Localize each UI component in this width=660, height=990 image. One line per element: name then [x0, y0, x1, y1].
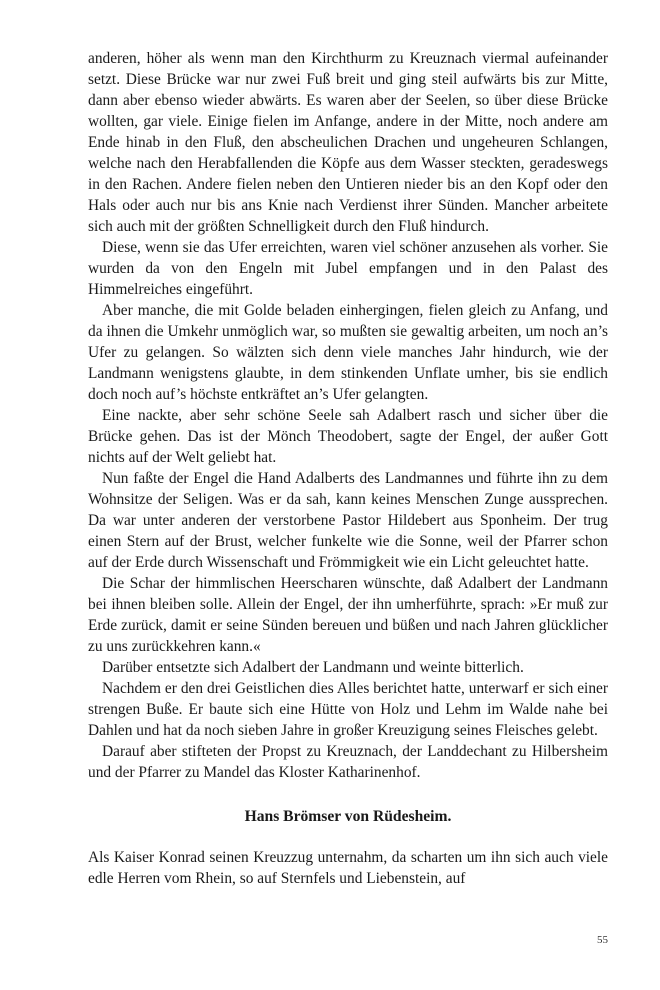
- paragraph-monastery: Darauf aber stifteten der Propst zu Kreuznach, der Landdechant zu Hilbersheim und der Pfarrer zu Mandel das Kloster Katharinenhof.: [88, 743, 608, 781]
- paragraph-crusade: Als Kaiser Konrad seinen Kreuzzug unternahm, da scharten um ihn sich auch viele edle Herren vom Rhein, so auf Sternfels und Liebenstein, auf: [88, 849, 608, 887]
- paragraph-shore-reached: Diese, wenn sie das Ufer erreichten, waren viel schöner anzusehen als vorher. Sie wurden da von den Engeln mit Jubel empfangen und in den Palast des Himmelreiches eingeführt.: [88, 239, 608, 298]
- paragraph-seligen: Nun faßte der Engel die Hand Adalberts des Landmannes und führte ihn zu dem Wohnsitze der Seligen. Was er da sah, kann keines Menschen Zunge aussprechen. Da war unter anderen der verstorbene Pastor Hildebert aus Sponheim. Der trug einen Stern auf der Brust, welcher funkelte wie die Sonne, weil der Pfarrer schon auf der Erde durch Wissenschaft und Frömmigkeit wie ein Licht geleuchtet hatte.: [88, 470, 608, 571]
- paragraph-weeping: Darüber entsetzte sich Adalbert der Landmann und weinte bitterlich.: [102, 659, 524, 676]
- paragraph-gold-laden: Aber manche, die mit Golde beladen einhergingen, fielen gleich zu Anfang, und da ihnen die Umkehr unmöglich war, so mußten sie gewaltig arbeiten, um noch an’s Ufer zu gelangen. So wälzten sich denn viele manches Jahr hindurch, wie der Landmann wenigstens glaubte, in dem stinkenden Unflate umher, bis sie endlich doch noch auf’s höchste entkräftet an’s Ufer gelangten.: [88, 302, 608, 403]
- section-heading: Hans Brömser von Rüdesheim.: [244, 808, 452, 825]
- paragraph-heerscharen: Die Schar der himmlischen Heerscharen wünschte, daß Adalbert der Landmann bei ihnen bleiben solle. Allein der Engel, der ihn umherführte, sprach: »Er muß zur Erde zurück, damit er seine Sünden bereuen und büßen und nach Jahren glücklicher zu uns zurückkehren kann.«: [88, 575, 608, 655]
- paragraph-theodobert: Eine nackte, aber sehr schöne Seele sah Adalbert rasch und sicher über die Brücke gehen. Das ist der Mönch Theodobert, sagte der Engel, der außer Gott nichts auf der Welt geliebt hat.: [88, 407, 608, 466]
- paragraph-bridge-souls: anderen, höher als wenn man den Kirchthurm zu Kreuznach viermal aufeinander setzt. Diese Brücke war nur zwei Fuß breit und ging steil aufwärts bis zur Mitte, dann aber ebenso wieder abwärts. Es waren aber der Seelen, so über diese Brücke wollten, gar viele. Einige fielen im Anfange, andere in der Mitte, noch andere am Ende hinab in den Fluß, den abscheulichen Drachen und ungeheuren Schlangen, welche nach den Herabfallenden die Köpfe aus dem Wasser steckten, geradeswegs in den Rachen. Andere fielen neben den Untieren nieder bis an den Kopf oder den Hals oder auch nur bis ans Knie nach Verdienst ihrer Sünden. Mancher arbeitete sich auch mit der größten Schnelligkeit durch den Fluß hindurch.: [88, 50, 608, 235]
- page-number: 55: [597, 934, 608, 946]
- page-body: [88, 48, 608, 889]
- paragraph-penance: Nachdem er den drei Geistlichen dies Alles berichtet hatte, unterwarf er sich einer strengen Buße. Er baute sich eine Hütte von Holz und Lehm im Walde nahe bei Dahlen und hat da noch sieben Jahre in großer Kreuzigung seines Fleisches gelebt.: [88, 680, 608, 739]
